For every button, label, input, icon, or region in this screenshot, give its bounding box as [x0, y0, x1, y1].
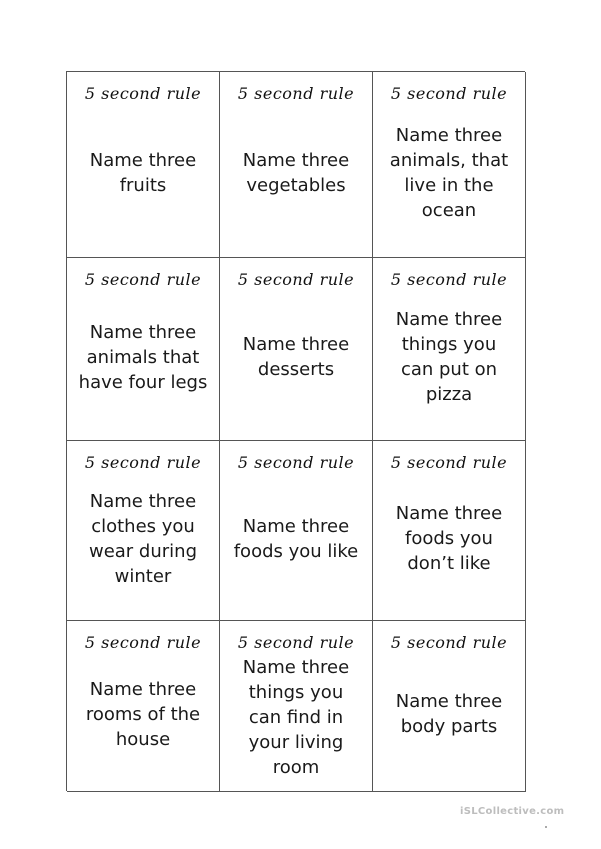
card-prompt: Name three clothes you wear during winter	[88, 490, 198, 587]
card-prompt: Name three rooms of the house	[85, 678, 201, 750]
card	[373, 258, 526, 441]
card	[67, 258, 220, 441]
card	[67, 72, 220, 258]
card-prompt: Name three things you can put on pizza	[395, 309, 503, 405]
card-prompt: Name three animals, that live in the ocean	[389, 124, 509, 221]
card-header: 5 second rule	[237, 270, 355, 289]
card-header: 5 second rule	[237, 453, 355, 472]
card	[67, 441, 220, 621]
card-header: 5 second rule	[84, 453, 202, 472]
card-header: 5 second rule	[237, 84, 355, 103]
card-header: 5 second rule	[84, 633, 202, 652]
card-prompt: Name three vegetables	[242, 149, 350, 196]
card-header: 5 second rule	[390, 84, 508, 103]
watermark: iSLCollective.com	[460, 806, 565, 817]
card	[220, 441, 373, 621]
card-prompt: Name three foods you like	[233, 515, 359, 562]
card	[373, 72, 526, 258]
card	[220, 258, 373, 441]
card	[373, 441, 526, 621]
card-header: 5 second rule	[84, 270, 202, 289]
card	[220, 621, 373, 792]
decorative-dot	[545, 826, 547, 828]
card-header: 5 second rule	[84, 84, 202, 103]
card	[220, 72, 373, 258]
card-prompt: Name three body parts	[395, 691, 503, 737]
card-header: 5 second rule	[390, 453, 508, 472]
card-prompt: Name three animals that have four legs	[78, 321, 208, 393]
card-prompt: Name three foods you don’t like	[395, 503, 503, 574]
card-header: 5 second rule	[390, 270, 508, 289]
card-header: 5 second rule	[390, 633, 508, 652]
card-header: 5 second rule	[237, 633, 355, 652]
card-prompt: Name three desserts	[242, 334, 350, 380]
card-grid	[66, 71, 525, 791]
card-prompt: Name three fruits	[89, 149, 197, 196]
card-prompt: Name three things you can find in your living room	[242, 657, 350, 778]
card	[373, 621, 526, 792]
card	[67, 621, 220, 792]
